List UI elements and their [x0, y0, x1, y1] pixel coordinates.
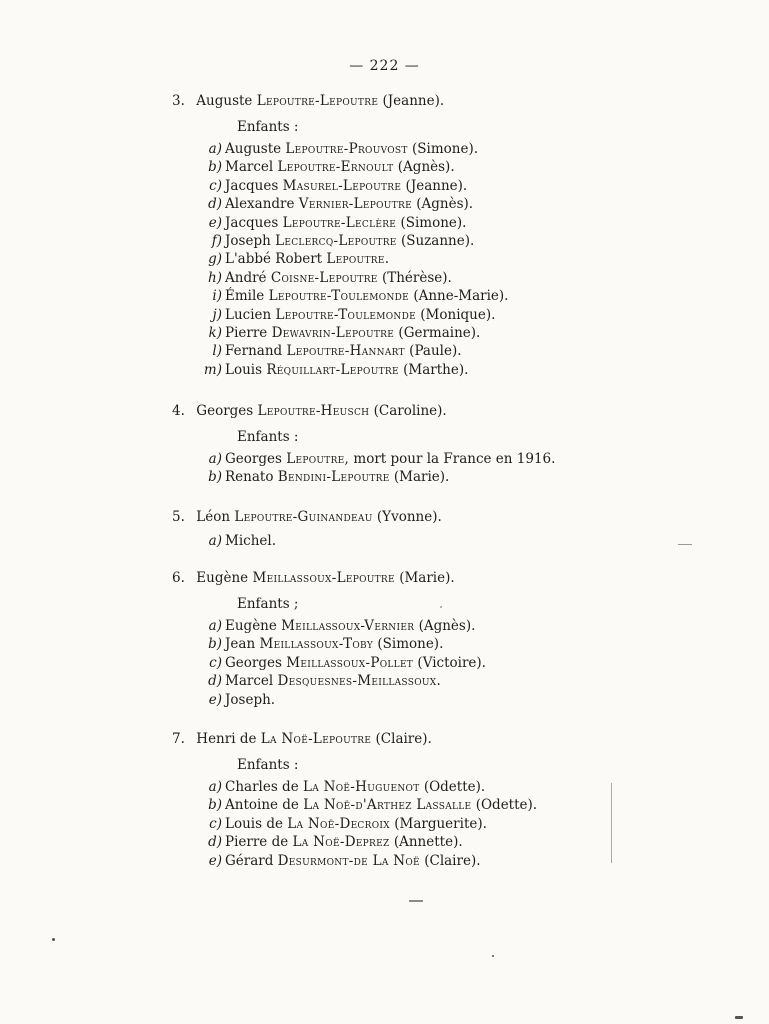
child-name: Pierre — [225, 325, 268, 342]
child-surname: Meillassoux-Toby — [259, 636, 374, 653]
child-entry — [172, 158, 732, 176]
child-surname: Lepoutre-Hannart — [286, 343, 405, 360]
child-entry — [172, 140, 732, 158]
child-name: Eugène — [225, 618, 277, 634]
child-surname: Masurel-Lepoutre — [282, 177, 402, 194]
child-letter: a) — [208, 618, 222, 634]
child-surname: Lepoutre-Toulemonde — [268, 288, 410, 305]
child-spouse: (Claire). — [424, 852, 481, 869]
child-entry — [172, 269, 732, 287]
child-surname: Lepoutre, — [286, 451, 350, 467]
child-spouse: (Jeanne). — [405, 177, 468, 194]
family-section-4 — [172, 402, 732, 487]
child-surname: Lepoutre-Prouvost — [285, 141, 408, 157]
child-name: Lucien — [225, 306, 272, 323]
child-entry — [172, 833, 732, 851]
child-letter: k) — [208, 325, 222, 342]
family-section-7 — [172, 730, 732, 870]
scan-speck — [52, 938, 55, 941]
child-note: mort pour la France en 1916. — [353, 451, 556, 467]
child-name: Marcel — [225, 159, 274, 176]
section-number: 5. — [172, 509, 185, 525]
child-surname: La Noë-Decroix — [287, 815, 390, 832]
enfants-label: Enfants : — [237, 429, 299, 445]
child-entry — [172, 691, 732, 709]
child-entry — [172, 468, 732, 486]
child-name: Jean — [225, 636, 256, 653]
child-entry — [172, 214, 732, 232]
child-spouse: (Marthe). — [403, 361, 469, 378]
child-spouse: (Monique). — [420, 306, 496, 323]
enfants-label: Enfants : — [237, 119, 299, 135]
child-letter: d) — [208, 196, 222, 213]
children-list — [172, 617, 732, 709]
children-list — [172, 450, 732, 487]
child-entry — [172, 306, 732, 324]
child-name: Louis de — [225, 815, 283, 832]
spouse-name: (Caroline). — [373, 403, 447, 419]
parent-surname: Lepoutre-Guinandeau — [234, 509, 373, 525]
child-letter: d) — [208, 673, 222, 690]
enfants-label: Enfants : — [237, 757, 299, 773]
child-name: Georges — [225, 451, 282, 467]
child-surname: Meillassoux-Pollet — [286, 654, 414, 671]
child-letter: b) — [208, 636, 222, 653]
child-name: Renato — [225, 469, 274, 486]
child-name: Marcel — [225, 673, 274, 690]
child-spouse: (Marguerite). — [394, 815, 487, 832]
family-section-5 — [172, 508, 732, 550]
child-name: Antoine de — [225, 797, 299, 814]
spouse-name: (Jeanne). — [382, 93, 445, 109]
child-spouse: (Simone). — [377, 636, 444, 653]
child-spouse: (Odette). — [475, 797, 538, 814]
child-name: Auguste — [225, 141, 282, 157]
child-entry — [172, 450, 732, 468]
child-entry — [172, 232, 732, 250]
child-name: Pierre de — [225, 834, 289, 851]
parent-first-name: Georges — [196, 403, 254, 419]
child-spouse: (Simone). — [400, 214, 467, 231]
child-entry — [172, 177, 732, 195]
children-list — [172, 140, 732, 379]
child-spouse: (Annette). — [393, 834, 463, 851]
scan-mark — [409, 900, 423, 902]
child-name: Joseph. — [225, 691, 276, 708]
child-letter: a) — [208, 779, 222, 795]
child-entry — [172, 654, 732, 672]
child-surname: Lepoutre. — [326, 251, 390, 268]
child-surname: La Noë-Deprez — [292, 834, 390, 851]
child-surname: Réquillart-Lepoutre — [266, 361, 399, 378]
section-number: 7. — [172, 731, 185, 747]
child-letter: e) — [208, 691, 222, 708]
spouse-name: (Yvonne). — [376, 509, 442, 525]
child-letter: c) — [209, 654, 222, 671]
child-entry — [172, 342, 732, 360]
child-spouse: (Marie). — [393, 469, 450, 486]
children-list — [172, 532, 732, 550]
child-entry — [172, 361, 732, 379]
section-heading — [172, 730, 732, 748]
child-entry — [172, 672, 732, 690]
child-surname: Lepoutre-Ernoult — [277, 159, 394, 176]
child-surname: Lepoutre-Leclère — [282, 214, 397, 231]
family-section-3 — [172, 92, 732, 379]
child-entry — [172, 815, 732, 833]
child-name: Jacques — [225, 177, 279, 194]
child-spouse: (Paule). — [409, 343, 462, 360]
child-entry — [172, 778, 732, 796]
child-spouse: (Anne-Marie). — [413, 288, 509, 305]
section-number: 6. — [172, 570, 185, 586]
child-letter: g) — [208, 251, 222, 268]
child-surname: Leclercq-Lepoutre — [275, 233, 397, 250]
child-spouse: (Suzanne). — [400, 233, 475, 250]
child-name: André — [225, 269, 267, 286]
enfants-label: Enfants ; — [237, 596, 299, 612]
scan-line — [611, 783, 612, 863]
child-surname: Vernier-Lepoutre — [298, 196, 412, 213]
scan-speck — [440, 606, 442, 608]
child-surname: Meillassoux-Vernier — [281, 618, 415, 634]
child-entry — [172, 617, 732, 635]
child-name: Georges — [225, 654, 282, 671]
page-number: — 222 — — [349, 58, 420, 74]
child-letter: b) — [208, 159, 222, 176]
section-heading — [172, 569, 732, 587]
child-letter: a) — [208, 141, 222, 157]
child-letter: a) — [208, 451, 222, 467]
child-spouse: (Simone). — [412, 141, 479, 157]
child-entry — [172, 635, 732, 653]
child-name: Alexandre — [225, 196, 295, 213]
child-spouse: (Agnès). — [416, 196, 474, 213]
child-name: Joseph — [225, 233, 271, 250]
child-name: Fernand — [225, 343, 283, 360]
scan-speck — [492, 955, 494, 957]
children-list — [172, 778, 732, 870]
child-letter: l) — [212, 343, 222, 360]
child-letter: b) — [208, 469, 222, 486]
section-heading — [172, 508, 732, 526]
parent-first-name: Henri de — [196, 731, 257, 747]
child-name: Michel. — [225, 533, 276, 549]
parent-surname: Meillassoux-Lepoutre — [252, 570, 395, 586]
child-spouse: (Agnès). — [418, 618, 476, 634]
spouse-name: (Claire). — [375, 731, 432, 747]
parent-surname: Lepoutre-Lepoutre — [256, 93, 379, 109]
child-letter: h) — [208, 269, 222, 286]
child-spouse: (Thérèse). — [381, 269, 452, 286]
child-name: Charles de — [225, 779, 299, 795]
section-heading — [172, 92, 732, 110]
parent-first-name: Auguste — [196, 93, 253, 109]
child-surname: Dewavrin-Lepoutre — [271, 325, 395, 342]
child-surname: Desquesnes-Meillassoux. — [277, 673, 442, 690]
child-entry — [172, 796, 732, 814]
parent-first-name: Léon — [196, 509, 231, 525]
child-name: Émile — [225, 288, 265, 305]
child-spouse: (Victoire). — [417, 654, 486, 671]
child-surname: Coisne-Lepoutre — [270, 269, 378, 286]
child-entry — [172, 250, 732, 268]
child-name: Gérard — [225, 852, 274, 869]
child-spouse: (Agnès). — [397, 159, 455, 176]
parent-surname: La Noë-Lepoutre — [260, 731, 372, 747]
child-letter: b) — [208, 797, 222, 814]
child-entry — [172, 195, 732, 213]
parent-surname: Lepoutre-Heusch — [257, 403, 370, 419]
child-entry — [172, 532, 732, 550]
section-number: 4. — [172, 403, 185, 419]
child-letter: f) — [211, 233, 222, 250]
child-name: Louis — [225, 361, 263, 378]
child-spouse: (Odette). — [423, 779, 486, 795]
parent-first-name: Eugène — [196, 570, 249, 586]
child-name: L'abbé Robert — [225, 251, 323, 268]
child-entry — [172, 324, 732, 342]
child-letter: c) — [209, 177, 222, 194]
child-surname: Bendini-Lepoutre — [277, 469, 390, 486]
child-letter: e) — [208, 214, 222, 231]
child-letter: m) — [203, 361, 222, 378]
child-letter: c) — [209, 815, 222, 832]
spouse-name: (Marie). — [399, 570, 455, 586]
child-surname: Desurmont-de La Noë — [277, 852, 420, 869]
child-letter: j) — [212, 306, 222, 323]
child-letter: e) — [208, 852, 222, 869]
child-entry — [172, 287, 732, 305]
child-letter: a) — [208, 533, 222, 549]
child-letter: d) — [208, 834, 222, 851]
scan-speck — [735, 1016, 743, 1019]
child-surname: La Noë-Huguenot — [302, 779, 420, 795]
section-number: 3. — [172, 93, 185, 109]
child-letter: i) — [212, 288, 222, 305]
child-name: Jacques — [225, 214, 279, 231]
section-heading — [172, 402, 732, 420]
family-section-6 — [172, 569, 732, 709]
child-entry — [172, 852, 732, 870]
scan-mark — [678, 544, 692, 545]
child-spouse: (Germaine). — [398, 325, 481, 342]
child-surname: Lepoutre-Toulemonde — [275, 306, 416, 323]
child-surname: La Noë-d'Arthez Lassalle — [303, 797, 472, 814]
